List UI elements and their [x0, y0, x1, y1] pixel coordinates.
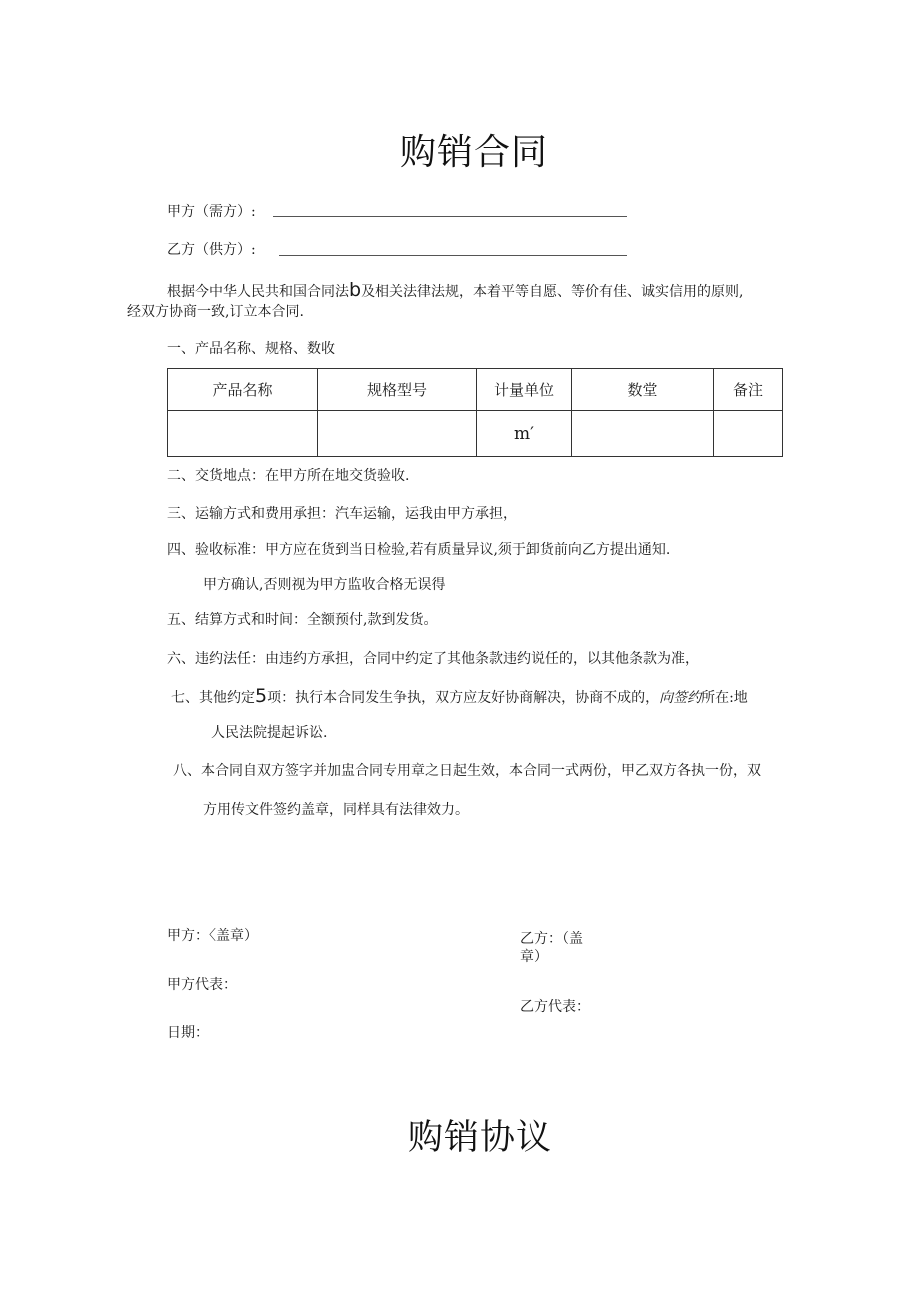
sign-party-a-seal: 甲方：〈盖章）	[167, 928, 258, 944]
party-b-label: 乙方（供方）:	[167, 242, 256, 258]
sign-party-a-representative: 甲方代表：	[167, 977, 237, 993]
party-a-blank-line[interactable]	[273, 216, 627, 217]
sign-party-b-seal-line1: 乙方：（盖	[520, 931, 583, 947]
section-7-number: 5	[255, 685, 268, 707]
section-2: 二、交货地点：在甲方所在地交货验收.	[167, 468, 410, 484]
sign-date: 日期：	[167, 1025, 209, 1041]
section-3: 三、运输方式和费用承担：汽车运输，运我由甲方承担，	[167, 506, 517, 522]
section-7-part3: 所在:地	[701, 690, 748, 706]
section-7-line1	[171, 686, 748, 708]
intro-part2: 及相关法律法规，本着平等自愿、等价有佳、诚实信用的原则,	[361, 284, 744, 300]
table-header-cell: 规格型号	[318, 369, 477, 411]
page-title: 购销合同	[400, 132, 549, 173]
section-7-italic: 向签约	[659, 690, 702, 706]
product-table	[167, 368, 783, 457]
table-cell-product-name[interactable]	[168, 411, 318, 457]
table-header-cell: 数堂	[572, 369, 714, 411]
table-header-cell: 计量单位	[477, 369, 572, 411]
sign-party-b-representative: 乙方代表：	[520, 999, 590, 1015]
table-cell-spec[interactable]	[318, 411, 477, 457]
second-title: 购销协议	[408, 1118, 553, 1158]
sign-party-b-seal-line2: 章）	[520, 949, 548, 965]
section-4-line2: 甲方确认,否则视为甲方监收合格无误得	[203, 577, 446, 593]
intro-paragraph-line1	[167, 280, 744, 302]
party-b-blank-line[interactable]	[279, 255, 627, 256]
section-4-line1: 四、验收标准：甲方应在货到当日检验,若有质量异议,须于卸货前向乙方提出通知.	[167, 542, 671, 558]
table-cell-unit[interactable]: m′	[477, 411, 572, 457]
section-6: 六、违约法任：由违约方承担，合同中约定了其他条款违约说任的，以其他条款为准，	[167, 651, 699, 667]
table-header-cell: 备注	[714, 369, 783, 411]
intro-part1: 根据今中华人民共和国合同法	[167, 284, 349, 300]
intro-paragraph-line2: 经双方协商一致,订立本合同.	[127, 304, 304, 320]
intro-mark: b	[349, 279, 362, 301]
section-7-part1: 七、其他约定	[171, 690, 255, 706]
section-7-line2: 人民法院提起诉讼.	[211, 725, 328, 741]
section-8-line2: 方用传文件签约盖章，同样具有法律效力。	[203, 802, 469, 818]
section-8-line1: 八、本合同自双方签字并加盅合同专用章之日起生效，本合同一式两份，甲乙双方各执一份，双	[173, 763, 761, 779]
section-7-part2: 项：执行本合同发生争执，双方应友好协商解决，协商不成的，	[267, 690, 660, 706]
party-a-label: 甲方（需方）:	[167, 204, 256, 220]
table-header-cell: 产品名称	[168, 369, 318, 411]
section-5: 五、结算方式和时间：全额预付,款到发货。	[167, 612, 438, 628]
table-row	[168, 411, 783, 457]
table-cell-remarks[interactable]	[714, 411, 783, 457]
table-cell-quantity[interactable]	[572, 411, 714, 457]
section-1-heading: 一、产品名称、规格、数收	[167, 341, 335, 357]
table-header-row	[168, 369, 783, 411]
